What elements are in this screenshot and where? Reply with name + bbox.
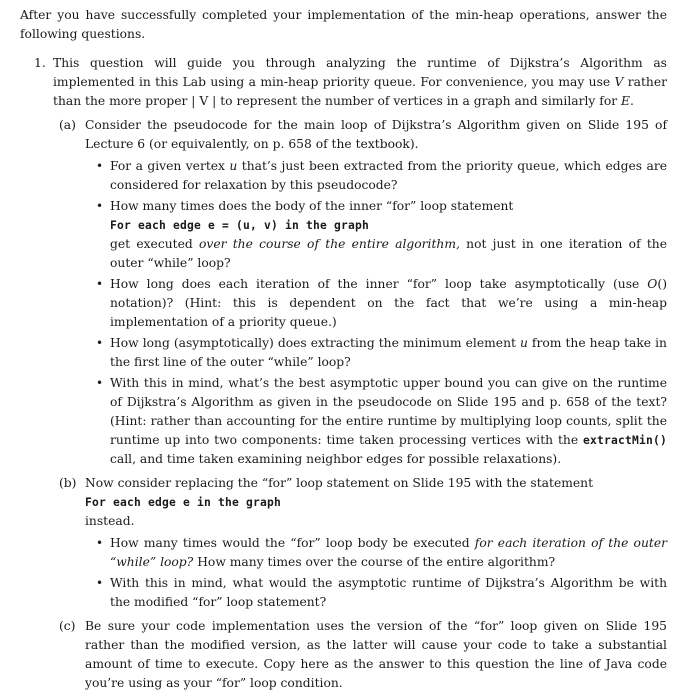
part-b-code: For each edge e in the graph [85, 496, 282, 509]
part-a-bullet-2: • How many times does the body of the inner “for” loop statement For each edge e = (u, v) in the graph get executed over the course of the entire algorithm, not just in one iteration of the outer “while” loop? [96, 199, 668, 270]
part-a [53, 116, 667, 469]
part-c [53, 617, 667, 693]
part-b-bullet-1: • How many times would the “for” loop body be executed for each iteration of the outer “while” loop? How many times over the course of the entire algorithm? [96, 536, 667, 569]
part-a-label: (a) [59, 118, 76, 132]
part-c-label: (c) [59, 619, 76, 633]
part-b [53, 474, 667, 612]
question-1-number: 1. [34, 56, 46, 70]
part-c-text: Be sure your code implementation uses the version of the “for” loop given on Slide 195 rather than the modified version, as the latter will cause your code to take a substantial amount of time to execute. Copy here as the answer to this question the line of Java code you’re using as your “for” loop condition. [85, 619, 667, 690]
question-1 [20, 54, 667, 693]
part-a-bullets [85, 157, 667, 469]
intro-paragraph: After you have successfully completed your implementation of the min-heap operations, answer the following questions. [20, 8, 667, 41]
part-b-bullets [85, 534, 667, 612]
inner-loop-code: For each edge e = (u, v) in the graph [110, 219, 370, 232]
part-a-bullet-4: • How long (asymptotically) does extracting the minimum element u from the heap take in the first line of the outer “while” loop? [96, 336, 667, 369]
part-a-bullet-3: • How long does each iteration of the inner “for” loop take asymptotically (use O() notation)? (Hint: this is dependent on the fact that we’re using a min-heap implementation of a priority queue.) [96, 277, 667, 329]
part-b-after: instead. [85, 514, 135, 528]
part-a-bullet-1: • For a given vertex u that’s just been extracted from the priority queue, which edges are considered for relaxation by this pseudocode? [96, 159, 667, 192]
part-b-text: Now consider replacing the “for” loop statement on Slide 195 with the statement [85, 476, 594, 490]
part-a-text: Consider the pseudocode for the main loop of Dijkstra’s Algorithm given on Slide 195 of Lecture 6 (or equivalently, on p. 658 of the textbook). [85, 118, 667, 151]
part-b-label: (b) [59, 476, 77, 490]
extract-min-code: extractMin() [582, 434, 667, 447]
part-a-bullet-5: • With this in mind, what’s the best asymptotic upper bound you can give on the runtime of Dijkstra’s Algorithm as given in the pseudocode on Slide 195 and p. 658 of the text? (Hint: rather than accounting for the entire runtime by multiplying loop counts, split the runtime up into two components: time taken processing vertices with the extractMin() call, and time taken examining neighbor edges for possible relaxations). [96, 376, 667, 466]
part-b-bullet-2: • With this in mind, what would the asymptotic runtime of Dijkstra’s Algorithm be with the modified “for” loop statement? [96, 576, 667, 609]
question-1-text: This question will guide you through analyzing the runtime of Dijkstra’s Algorithm as implemented in this Lab using a min-heap priority queue. For convenience, you may use V rather than the more proper | V | to represent the number of vertices in a graph and similarly for E. [53, 56, 667, 108]
